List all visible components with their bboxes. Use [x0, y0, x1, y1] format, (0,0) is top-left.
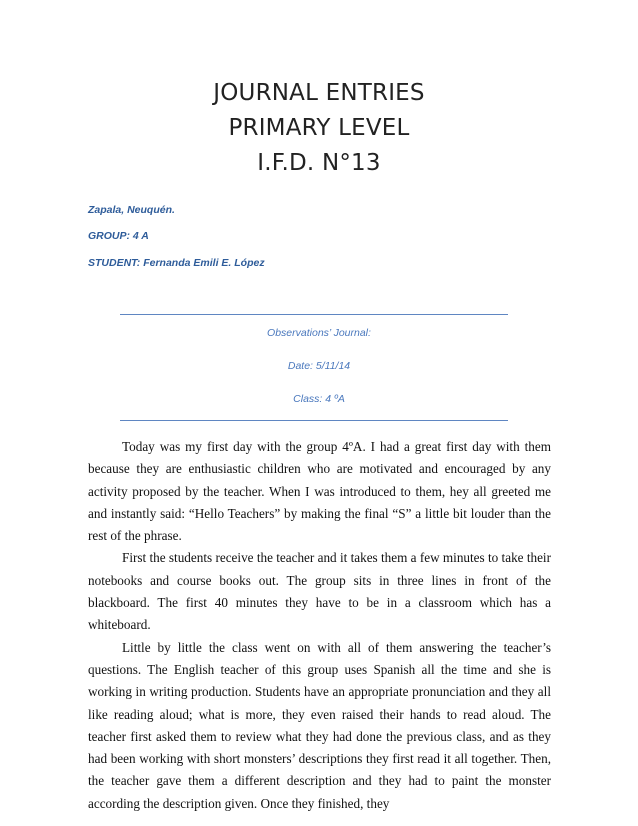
- divider-top: [120, 314, 508, 315]
- document-title: [0, 76, 638, 181]
- place-label: Zapala, Neuquén.: [88, 204, 175, 216]
- title-line-journal-entries: JOURNAL ENTRIES: [213, 80, 425, 106]
- body-paragraph: Little by little the class went on with all of them answering the teacher’s questions. The English teacher of this group uses Spanish all the time and she is working in writing production. Students have an appropriate pronunciation and they all like reading aloud; what is more, they even raised their hands to read aloud. The teacher first asked them to review what they had done the previous class, and as they had been working with short monsters’ descriptions they first read it all together. Then, the teacher gave them a different description and they had to paint the monster according the description given. Once they finished, they: [88, 639, 551, 811]
- divider-bottom: [120, 420, 508, 421]
- group-label: GROUP: 4 A: [88, 230, 149, 242]
- title-line-primary-level: PRIMARY LEVEL: [228, 115, 410, 141]
- observation-class: Class: 4 ºA: [293, 393, 345, 405]
- observation-date: Date: 5/11/14: [287, 360, 351, 372]
- title-line-institution: I.F.D. N°13: [257, 150, 381, 176]
- journal-body: [88, 436, 551, 815]
- body-paragraph: Today was my first day with the group 4ºA. I had a great first day with them because they are enthusiastic children who are motivated and encouraged by any activity proposed by the teacher. When I was introduced to them, hey all greeted me and instantly said: “Hello Teachers” by making the final “S” a little bit louder than the rest of the phrase.: [88, 439, 551, 544]
- observations-journal-label: Observations’ Journal:: [267, 327, 371, 339]
- body-paragraph: First the students receive the teacher and it takes them a few minutes to take their notebooks and course books out. The group sits in three lines in front of the blackboard. The first 40 minutes they have to be in a classroom which has a whiteboard.: [88, 550, 551, 633]
- student-label: STUDENT: Fernanda Emili E. López: [88, 257, 265, 269]
